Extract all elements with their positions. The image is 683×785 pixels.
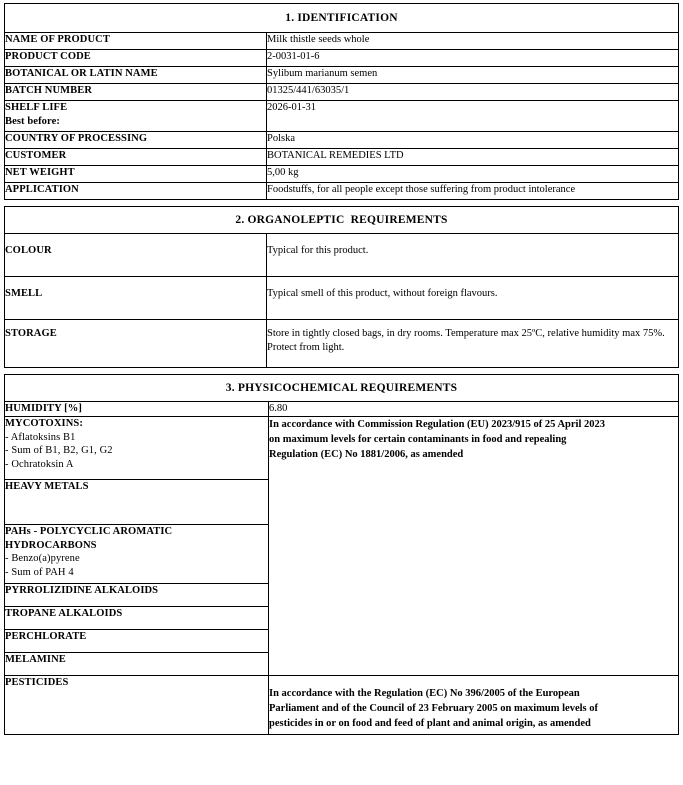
best-before-label: Best before:: [5, 115, 60, 127]
contaminants-regulation-line: on maximum levels for certain contaminants in food and repealing: [269, 434, 567, 445]
pah-item: - Sum of PAH 4: [5, 566, 74, 578]
row-label-melamine: MELAMINE: [5, 653, 269, 676]
row-value-customer: BOTANICAL REMEDIES LTD: [267, 149, 679, 166]
row-label-pyrrolizidine-alkaloids: PYRROLIZIDINE ALKALOIDS: [5, 584, 269, 607]
pesticides-regulation-line: pesticides in or on food and feed of plant and animal origin, as amended: [269, 718, 591, 729]
table-row: [5, 33, 679, 50]
table-row: [5, 320, 679, 368]
row-label-heavy-metals: HEAVY METALS: [5, 480, 269, 525]
row-label-storage: STORAGE: [5, 320, 267, 368]
table-row: [5, 149, 679, 166]
row-label-smell: SMELL: [5, 277, 267, 320]
row-label-pesticides: PESTICIDES: [5, 676, 269, 735]
table-row: [5, 101, 679, 132]
table-row: [5, 234, 679, 277]
pah-heading: PAHs - POLYCYCLIC AROMATIC HYDROCARBONS: [5, 526, 173, 551]
row-value-product-code: 2-0031-01-6: [267, 50, 679, 67]
section-title-physicochemical: 3. PHYSICOCHEMICAL REQUIREMENTS: [5, 375, 679, 402]
section-header-row: [5, 375, 679, 402]
contaminants-regulation-line: Regulation (EC) No 1881/2006, as amended: [269, 449, 464, 460]
table-row: [5, 402, 679, 417]
mycotoxins-item: - Ochratoksin A: [5, 458, 74, 470]
row-label-batch-number: BATCH NUMBER: [5, 84, 267, 101]
row-value-smell: Typical smell of this product, without foreign flavours.: [267, 277, 679, 320]
row-value-colour: Typical for this product.: [267, 234, 679, 277]
section-identification: [4, 3, 679, 200]
table-row: [5, 277, 679, 320]
table-row: [5, 50, 679, 67]
row-label-shelf-life: [5, 101, 267, 132]
table-row: [5, 132, 679, 149]
pesticides-regulation-cell: [269, 676, 679, 735]
row-label-customer: CUSTOMER: [5, 149, 267, 166]
section-header-row: [5, 4, 679, 33]
contaminants-regulation-line: In accordance with Commission Regulation (EU) 2023/915 of 25 April 2023: [269, 419, 605, 430]
row-label-mycotoxins: [5, 417, 269, 480]
row-label-pah: [5, 525, 269, 584]
section-organoleptic: [4, 206, 679, 368]
section-header-row: [5, 207, 679, 234]
shelf-life-label: SHELF LIFE: [5, 102, 68, 113]
section-physicochemical: [4, 374, 679, 735]
mycotoxins-item: - Aflatoksins B1: [5, 431, 76, 443]
table-row: [5, 166, 679, 183]
row-value-humidity: 6.80: [269, 402, 679, 417]
section-title-organoleptic: 2. ORGANOLEPTIC REQUIREMENTS: [5, 207, 679, 234]
row-label-country-of-processing: COUNTRY OF PROCESSING: [5, 132, 267, 149]
row-value-application: Foodstuffs, for all people except those suffering from product intolerance: [267, 183, 679, 200]
row-label-colour: COLOUR: [5, 234, 267, 277]
row-value-shelf-life: 2026-01-31: [267, 101, 679, 132]
row-label-humidity: HUMIDITY [%]: [5, 402, 269, 417]
section-title-identification: 1. IDENTIFICATION: [5, 4, 679, 33]
table-row: [5, 676, 679, 735]
table-row: [5, 417, 679, 480]
row-label-tropane-alkaloids: TROPANE ALKALOIDS: [5, 607, 269, 630]
row-value-botanical-name: Sylibum marianum semen: [267, 67, 679, 84]
row-label-product-code: PRODUCT CODE: [5, 50, 267, 67]
mycotoxins-item: - Sum of B1, B2, G1, G2: [5, 445, 113, 457]
row-label-application: APPLICATION: [5, 183, 267, 200]
row-value-batch-number: 01325/441/63035/1: [267, 84, 679, 101]
table-row: [5, 183, 679, 200]
pesticides-regulation-line: Parliament and of the Council of 23 February 2005 on maximum levels of: [269, 703, 598, 714]
pesticides-regulation-line: In accordance with the Regulation (EC) No 396/2005 of the European: [269, 688, 580, 699]
row-label-perchlorate: PERCHLORATE: [5, 630, 269, 653]
row-label-net-weight: NET WEIGHT: [5, 166, 267, 183]
contaminants-regulation-cell: [269, 417, 679, 676]
table-row: [5, 84, 679, 101]
table-row: [5, 67, 679, 84]
row-value-net-weight: 5,00 kg: [267, 166, 679, 183]
row-value-country-of-processing: Polska: [267, 132, 679, 149]
row-value-storage: Store in tightly closed bags, in dry rooms. Temperature max 25ºC, relative humidity max 75%. Protect from light.: [267, 320, 679, 368]
mycotoxins-heading: MYCOTOXINS:: [5, 418, 83, 429]
row-label-botanical-name: BOTANICAL OR LATIN NAME: [5, 67, 267, 84]
row-label-name-of-product: NAME OF PRODUCT: [5, 33, 267, 50]
row-value-name-of-product: Milk thistle seeds whole: [267, 33, 679, 50]
pah-item: - Benzo(a)pyrene: [5, 553, 80, 564]
